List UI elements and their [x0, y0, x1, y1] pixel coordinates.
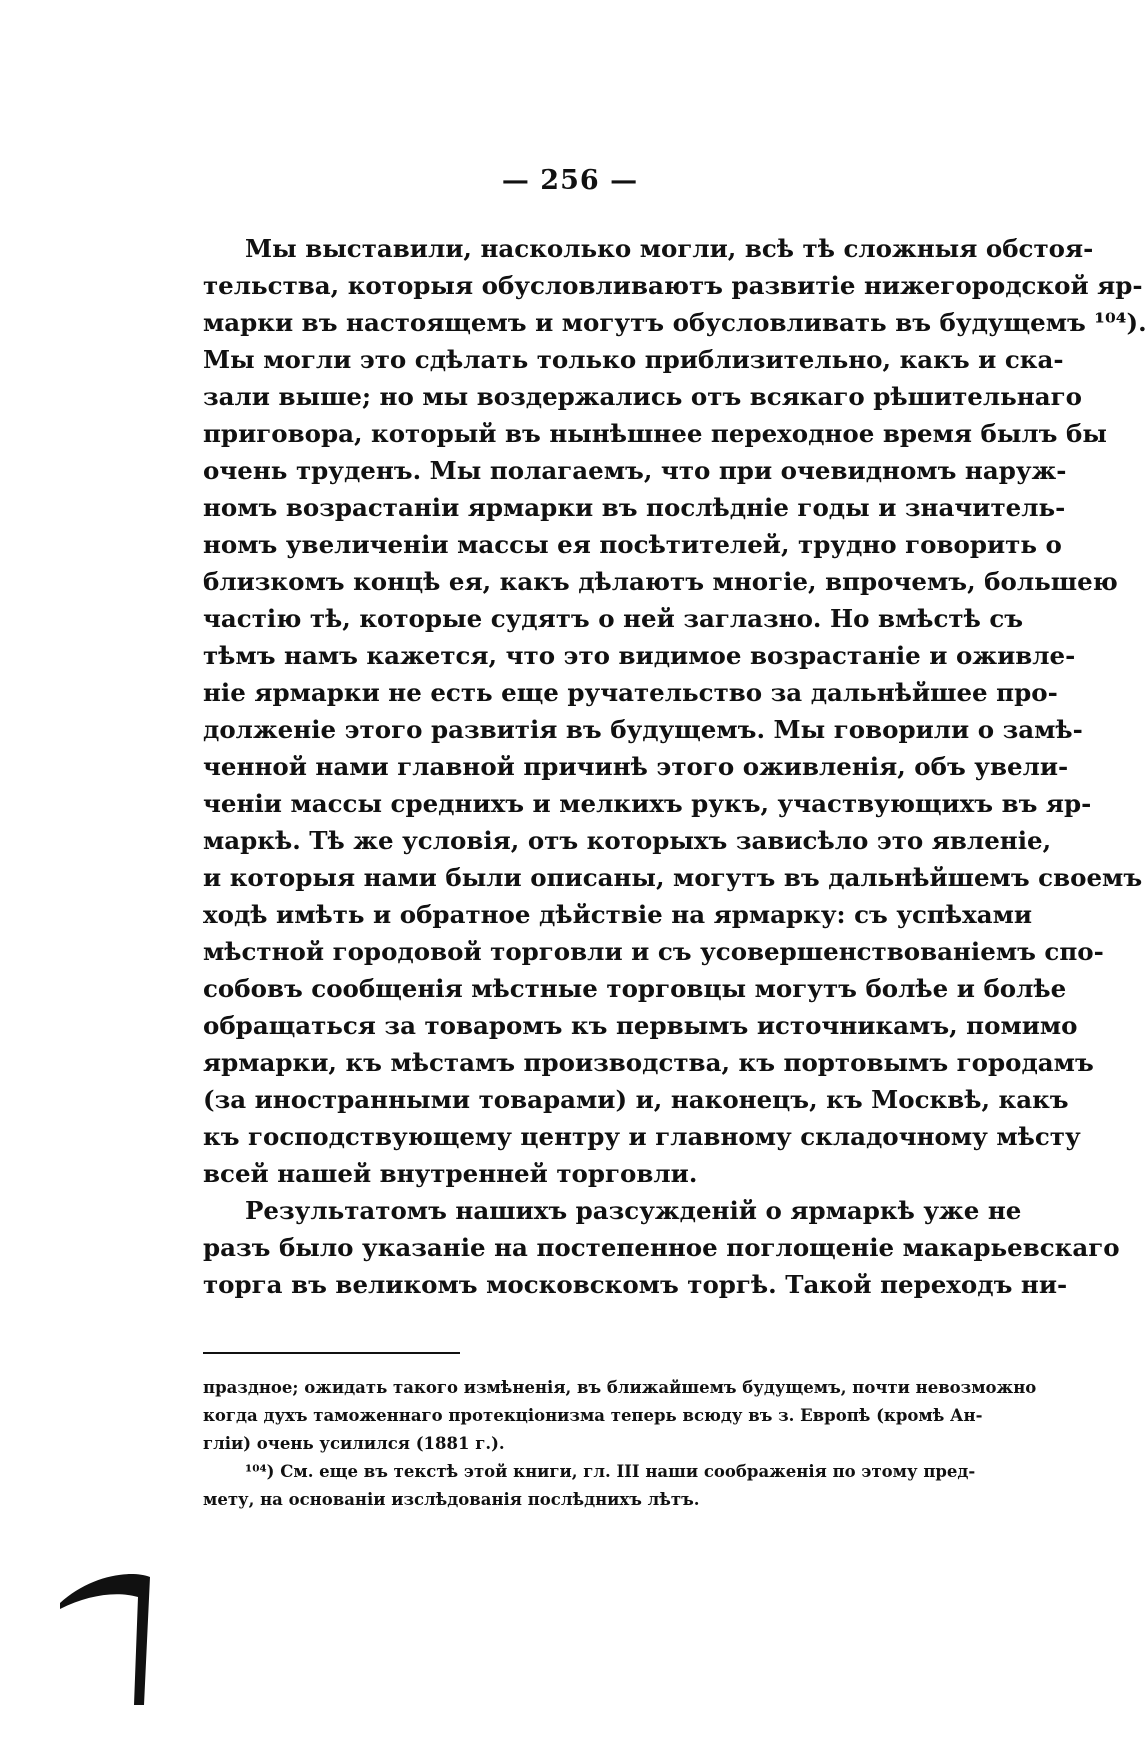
- text-line: разъ было указаніе на постепенное поглощеніе макарьевскаго: [203, 1233, 1120, 1262]
- text-line: номъ увеличеніи массы ея посѣтителей, трудно говорить о: [203, 530, 1062, 559]
- text-line: номъ возрастаніи ярмарки въ послѣдніе годы и значитель-: [203, 493, 1066, 522]
- footnote-line: праздное; ожидать такого измѣненія, въ ближайшемъ будущемъ, почти невозможно: [203, 1378, 1037, 1397]
- text-line: мѣстной городовой торговли и съ усовершенствованіемъ спо-: [203, 937, 1104, 966]
- text-line: тельства, которыя обусловливаютъ развитіе нижегородской яр-: [203, 271, 1143, 300]
- text-line: частію тѣ, которые судятъ о ней заглазно. Но вмѣстѣ съ: [203, 604, 1024, 633]
- page-number: — 256 —: [501, 165, 639, 196]
- main-text: [203, 230, 1147, 1303]
- text-line: (за иностранными товарами) и, наконецъ, къ Москвѣ, какъ: [203, 1085, 1069, 1114]
- text-line: Мы выставили, насколько могли, всѣ тѣ сложныя обстоя-: [245, 234, 1094, 263]
- text-line: близкомъ концѣ ея, какъ дѣлаютъ многіе, впрочемъ, большею: [203, 567, 1118, 596]
- text-line: къ господствующему центру и главному складочному мѣсту: [203, 1122, 1081, 1151]
- text-line: маркѣ. Тѣ же условія, отъ которыхъ зависѣло это явленіе,: [203, 826, 1052, 855]
- footnote-line: ¹⁰⁴) См. еще въ текстѣ этой книги, гл. III наши соображенія по этому пред-: [245, 1462, 976, 1481]
- text-line: ходѣ имѣть и обратное дѣйствіе на ярмарку: съ успѣхами: [203, 900, 1033, 929]
- text-line: собовъ сообщенія мѣстные торговцы могутъ болѣе и болѣе: [203, 974, 1067, 1003]
- text-line: долженіе этого развитія въ будущемъ. Мы говорили о замѣ-: [203, 715, 1083, 744]
- text-line: ярмарки, къ мѣстамъ производства, къ портовымъ городамъ: [203, 1048, 1094, 1077]
- footnote-divider: [203, 1352, 460, 1354]
- text-line: Результатомъ нашихъ разсужденій о ярмаркѣ уже не: [245, 1196, 1022, 1225]
- footnote-line: мету, на основаніи изслѣдованія послѣднихъ лѣтъ.: [203, 1490, 700, 1509]
- text-line: ніе ярмарки не есть еще ручательство за дальнѣйшее про-: [203, 678, 1058, 707]
- text-line: тѣмъ намъ кажется, что это видимое возрастаніе и оживле-: [203, 641, 1076, 670]
- text-line: и которыя нами были описаны, могутъ въ дальнѣйшемъ своемъ: [203, 863, 1143, 892]
- text-line: марки въ настоящемъ и могутъ обусловливать въ будущемъ ¹⁰⁴).: [203, 308, 1147, 337]
- text-line: ченной нами главной причинѣ этого оживленія, объ увели-: [203, 752, 1069, 781]
- text-line: всей нашей внутренней торговли.: [203, 1159, 698, 1188]
- text-line: ченіи массы среднихъ и мелкихъ рукъ, участвующихъ въ яр-: [203, 789, 1092, 818]
- text-line: очень труденъ. Мы полагаемъ, что при очевидномъ наруж-: [203, 456, 1067, 485]
- text-line: приговора, который въ нынѣшнее переходное время былъ бы: [203, 419, 1107, 448]
- scan-artifact-mark: [58, 1555, 158, 1710]
- text-line: торга въ великомъ московскомъ торгѣ. Такой переходъ ни-: [203, 1270, 1068, 1299]
- text-line: обращаться за товаромъ къ первымъ источникамъ, помимо: [203, 1011, 1078, 1040]
- text-line: Мы могли это сдѣлать только приблизительно, какъ и ска-: [203, 345, 1064, 374]
- footnotes: [203, 1374, 1037, 1514]
- footnote-line: когда духъ таможеннаго протекціонизма теперь всюду въ з. Европѣ (кромѣ Ан-: [203, 1406, 983, 1425]
- footnote-line: гліи) очень усилился (1881 г.).: [203, 1434, 505, 1453]
- text-line: зали выше; но мы воздержались отъ всякаго рѣшительнаго: [203, 382, 1082, 411]
